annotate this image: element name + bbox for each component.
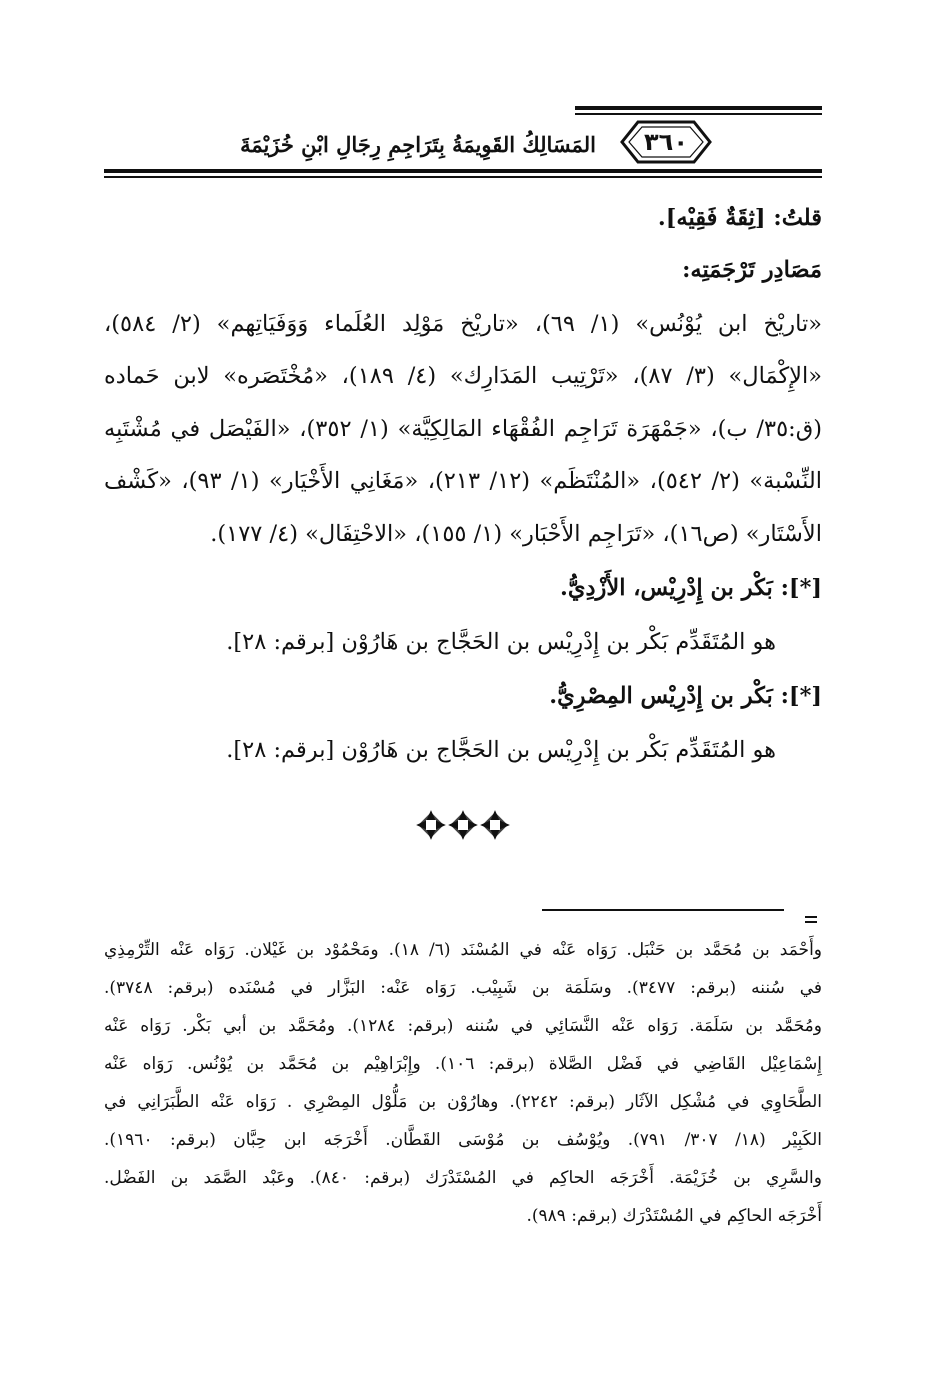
body-line-sources-2: «الإِكْمَال» (٣/ ٨٧)، «تَرْتِيب المَدَارِك» (٤/ ١٨٩)، «مُخْتَصَره» لابن حَماده — [104, 363, 823, 389]
footnote-line-3: ومُحَمَّد بن سَلَمَة. رَوَاه عَنْه النَّسَائِي في سُننه (برقم: ١٢٨٤). ومُحَمَّد بن أبي بَكْر. رَوَاه عَنْه — [104, 1016, 823, 1036]
header-rule-bottom-thick — [104, 169, 822, 173]
body-line-sources-heading: مَصَادِر تَرْجَمَتِه: — [682, 257, 822, 283]
footnote-line-2: في سُننه (برقم: ٣٤٧٧). وسَلَمَة بن شَبِيْب. رَوَاه عَنْه: البَزَّار في مُسْنَده (برقم: ٣٧٤٨). — [104, 978, 822, 998]
footnote-line-5: الطَّحَاوِي في مُشْكِل الآثَار (برقم: ٢٢٤٢). وهارُوْن بن مَلُّوْل المِصْرِي . رَوَاه عَنْه الطَّبَرَانِي في — [104, 1092, 822, 1112]
entry-heading-bakr-misri: [*]: بَكْر بن إِدْرِيْس المِصْرِيُّ. — [549, 683, 822, 709]
body-line-sources-4: النِّسْبة» (٢/ ٥٤٢)، «المُنْتَظَم» (١٢/ ٢١٣)، «مَغَانِي الأَخْيَار» (١/ ٩٣)، «كَشْف — [104, 468, 822, 494]
body-line-qult: قلتُ: [ثِقَةٌ فَقِيْه]. — [657, 205, 822, 231]
three-star-ornament-icon — [415, 807, 511, 843]
equals-continuation-icon — [803, 912, 819, 928]
footnote-line-6: الكَبِيْر (١٨/ ٣٠٧/ ٧٩١). ويُوْسُف بن مُوْسَى القَطَّان. أَخْرَجَه ابن حِبَّان (برقم: ١٩٦٠). — [104, 1130, 822, 1150]
entry-heading-bakr-azdi: [*]: بَكْر بن إِدْرِيْس، الأَزْدِيُّ. — [560, 575, 822, 601]
entry-crossref-2: هو المُتَقَدِّم بَكْر بن إِدْرِيْس بن الحَجَّاج بن هَارُوْن [برقم: ٢٨]. — [226, 737, 776, 763]
entry-crossref-1: هو المُتَقَدِّم بَكْر بن إِدْرِيْس بن الحَجَّاج بن هَارُوْن [برقم: ٢٨]. — [226, 629, 776, 655]
footnote-separator — [542, 909, 784, 911]
footnote-line-7: والسَّرِي بن خُزَيْمَة. أَخْرَجَه الحاكِم في المُسْتَدْرَك (برقم: ٨٤٠). وعَبْد الصَّمَد بن الفَضْل. — [104, 1168, 822, 1188]
header-rule-top-thick — [575, 106, 822, 110]
body-line-sources-5: الأَسْتَار» (ص١٦)، «تَرَاجِم الأَحْبَار» (١/ ١٥٥)، «الاحْتِفَال» (٤/ ١٧٧). — [210, 521, 822, 547]
footnote-line-1: وأَحْمَد بن مُحَمَّد بن حَنْبَل. رَوَاه عَنْه في المُسْنَد (٦/ ١٨). ومَحْمُوْد بن غَيْلان. رَوَاه عَنْه التِّرْمِذِي — [104, 940, 822, 960]
header-rule-bottom-thin — [104, 176, 822, 178]
body-line-sources-1: «تاريْخ ابن يُوْنُس» (١/ ٦٩)، «تاريْخ مَوْلِد العُلَماء وَوَفَيَاتِهم» (٢/ ٥٨٤)، — [104, 311, 823, 337]
footnote-line-8: أَخْرَجَه الحاكِم في المُسْتَدْرَك (برقم: ٩٨٩). — [526, 1206, 822, 1226]
body-line-sources-3: (ق:٣٥/ ب)، «جَمْهَرَة تَرَاجِم الفُقْهَاء المَالِكِيَّة» (١/ ٣٥٢)، «الفَيْصَل في مُشْتَبِه — [104, 416, 822, 442]
page-number: ٣٦٠ — [644, 128, 688, 156]
footnote-line-4: إِسْمَاعِيْل القَاضِي في فَضْل الصَّلاة (برقم: ١٠٦). وإِبْرَاهِيْم بن مُحَمَّد بن يُوْنُس. رَوَاه عَنْه — [104, 1054, 822, 1074]
running-title: المَسَالِكُ القَوِيمَةُ بِتَرَاجِمِ رِجَالِ ابْنِ خُزَيْمَةَ — [240, 132, 596, 157]
header-rule-top-thin — [575, 113, 822, 115]
